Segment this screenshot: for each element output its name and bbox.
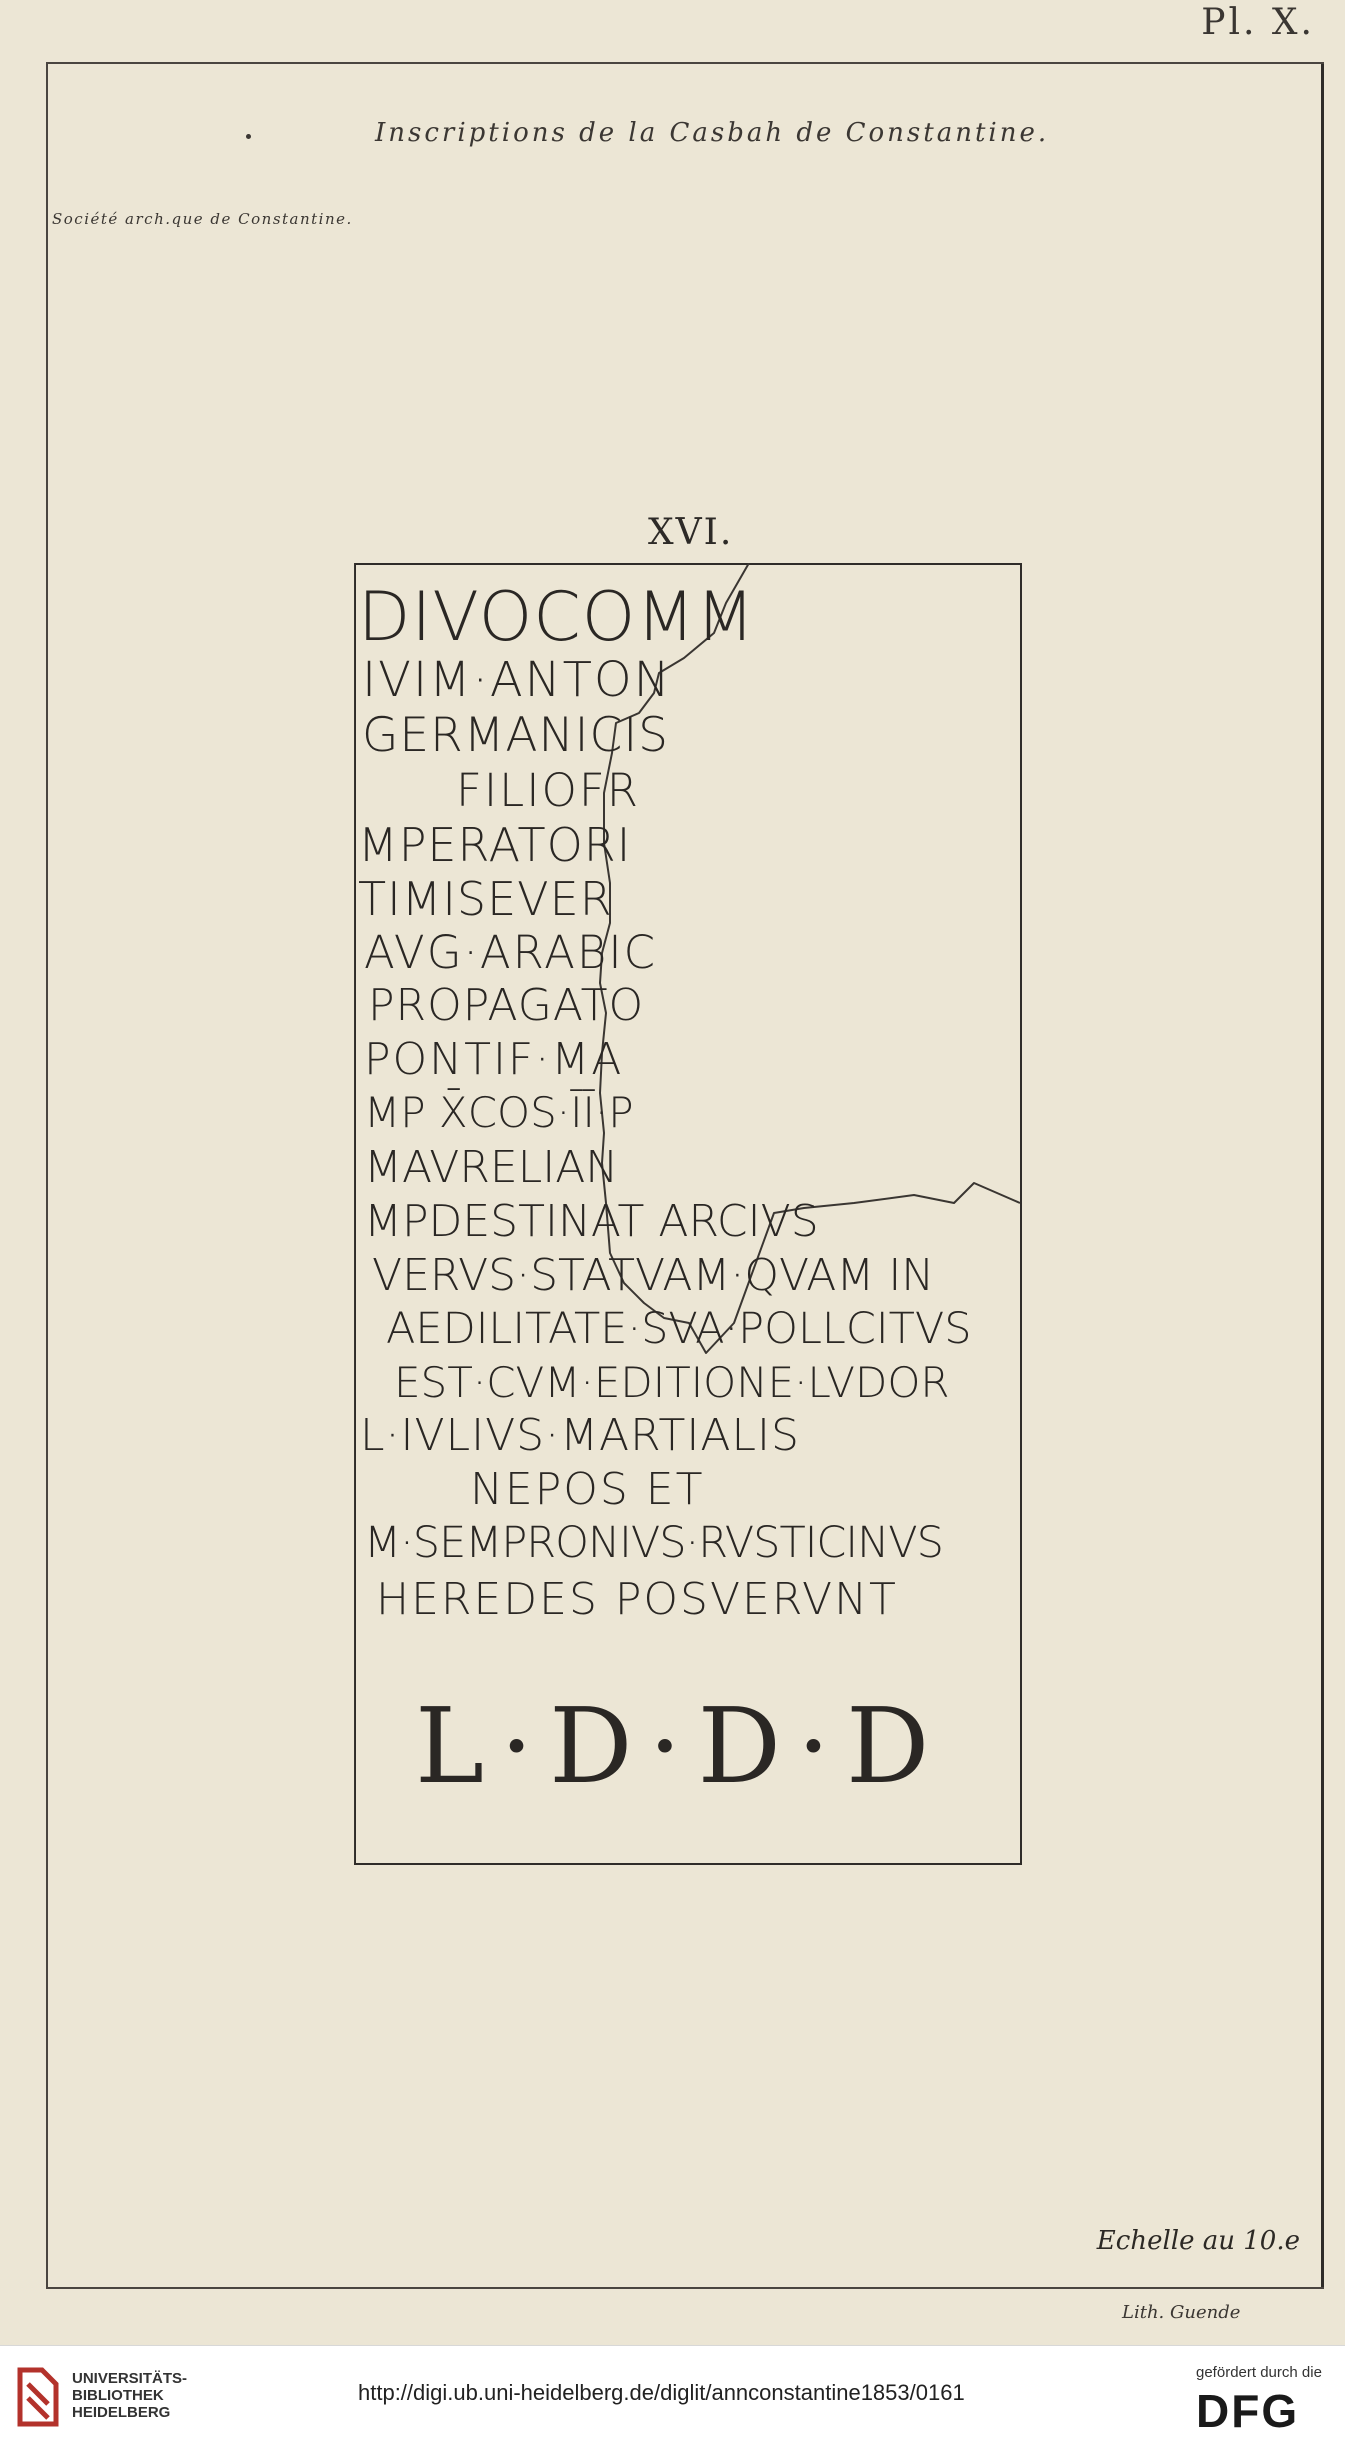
inscription-line: L·IVLIVS·MARTIALIS [360,1410,800,1461]
inscription-line: FILIOFR [456,764,641,817]
plate-number: Pl. X. [1201,2,1315,43]
title-dot [246,134,251,139]
inscription-line: VERVS·STATVAM·QVAM IN [372,1250,935,1301]
inscription-number: XVI. [648,512,734,553]
inscription-line: IVIM·ANTON [362,652,672,708]
inscription-line: DIVOCOMM [358,578,756,657]
university-name [72,2370,187,2421]
dfg-logo: DFG [1196,2385,1300,2437]
frame-right-rule [1321,64,1324,2287]
plate-title: Inscriptions de la Casbah de Constantine. [375,118,1050,148]
society-label: Société arch.que de Constantine. [52,210,353,228]
inscription-line: MPDESTINAT ARCIVS [364,1196,819,1247]
inscription-line: PROPAGATO [368,980,645,1031]
university-logo-icon [12,2366,62,2428]
university-name-line: UNIVERSITÄTS- [72,2370,188,2387]
inscription-line: MP X̄COS·ĪĪ·P [364,1088,634,1137]
inscription-line: TIMISEVER [358,872,613,926]
inscription-line: MPERATORI [358,818,632,872]
lithographer-credit: Lith. Guende [1122,2302,1241,2323]
permalink-url[interactable]: http://digi.ub.uni-heidelberg.de/diglit/annconstantine1853/0161 [358,2380,965,2405]
inscription-line: GERMANICIS [362,708,670,763]
inscription-line: PONTIF·MA [364,1034,624,1085]
funding-note: gefördert durch die [1196,2364,1322,2381]
university-name-line: HEIDELBERG [72,2404,171,2421]
university-name-line: BIBLIOTHEK [72,2387,164,2404]
inscription-line: M·SEMPRONIVS·RVSTICINVS [364,1518,943,1568]
inscription-closing: L·D·D·D [415,1685,946,1807]
inscription-line: NEPOS ET [470,1464,705,1515]
inscription-line: HEREDES POSVERVNT [376,1574,898,1625]
inscription-line: AVG·ARABIC [364,926,658,979]
inscription-line: AEDILITATE·SVA·POLLCITVS [386,1304,972,1354]
inscription-line: EST·CVM·EDITIONE·LVDOR [394,1358,950,1407]
scale-note: Echelle au 10.e [1096,2226,1300,2256]
inscription-line: MAVRELIAN [364,1142,619,1193]
